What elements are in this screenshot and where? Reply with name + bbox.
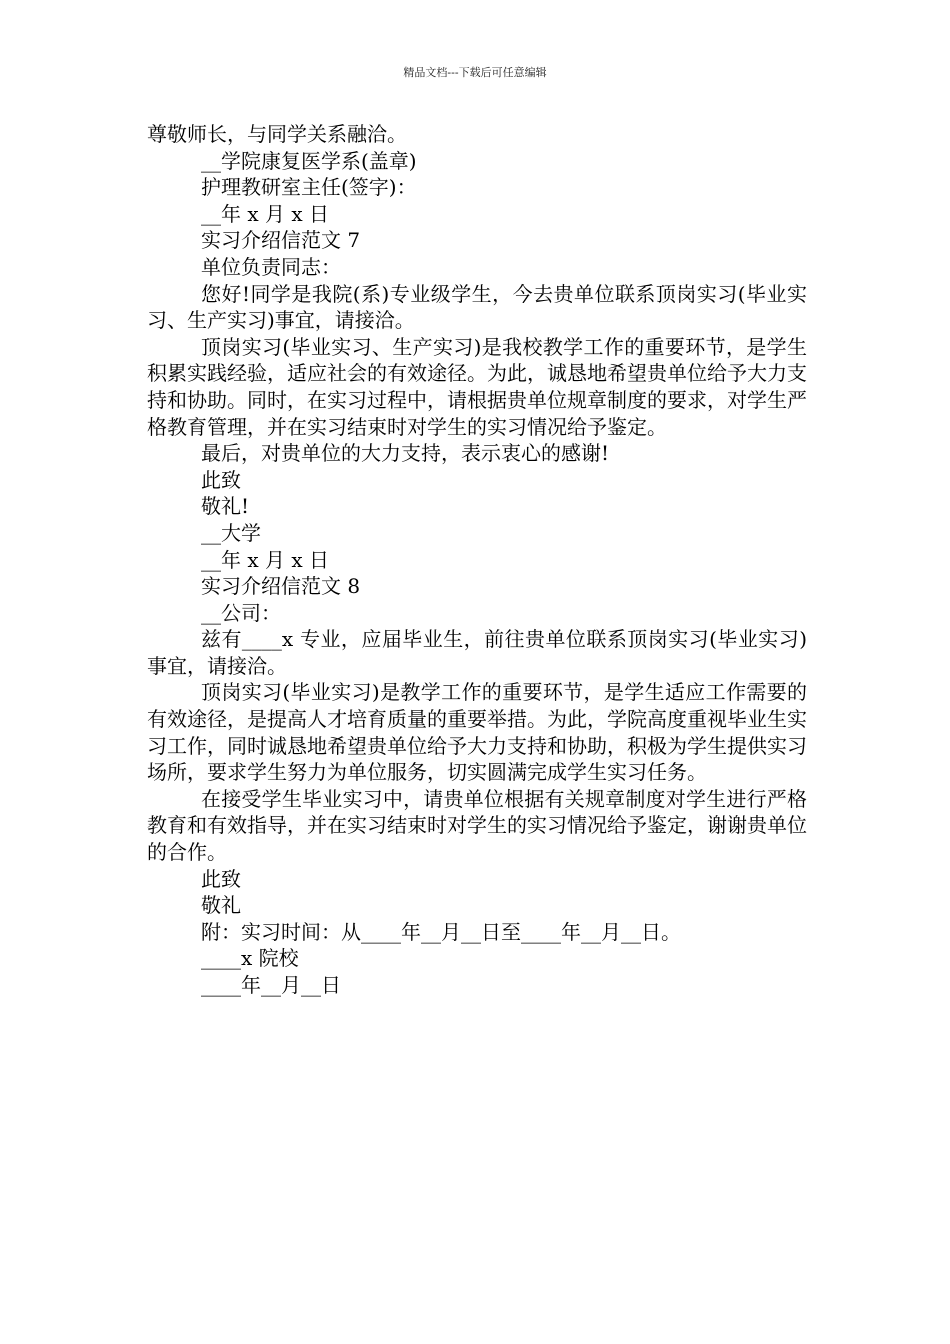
paragraph: 顶岗实习(毕业实习、生产实习)是我校教学工作的重要环节，是学生积累实践经验，适应社会的有效途径。为此，诚恳地希望贵单位给予大力支持和协助。同时，在实习过程中，请根据贵单位规章制度的要求，对学生严格教育管理，并在实习结束时对学生的实习情况给予鉴定。 <box>147 334 807 439</box>
section-title: 实习介绍信范文 7 <box>201 228 361 253</box>
signature-line: __大学 <box>201 520 261 545</box>
date-line: ____年__月__日 <box>201 973 341 997</box>
closing-line: 敬礼 <box>201 893 241 918</box>
closing-line: 敬礼! <box>201 494 250 519</box>
text-line: __学院康复医学系(盖章) <box>201 148 417 173</box>
closing-line: 此致 <box>201 467 241 492</box>
signature-line: ____x 院校 <box>201 946 299 971</box>
paragraph: 兹有____x 专业，应届毕业生，前往贵单位联系顶岗实习(毕业实习)事宜，请接洽。 <box>147 627 807 678</box>
text-line: 尊敬师长，与同学关系融洽。 <box>147 122 407 146</box>
salutation: 单位负责同志： <box>201 254 341 279</box>
paragraph: 您好!同学是我院(系)专业级学生，今去贵单位联系顶岗实习(毕业实习、生产实习)事宜，请接洽。 <box>147 281 807 333</box>
text-line: 最后，对贵单位的大力支持，表示衷心的感谢! <box>201 441 610 466</box>
section-title: 实习介绍信范文 8 <box>201 574 361 599</box>
date-line: __年 x 月 x 日 <box>201 201 329 226</box>
paragraph: 在接受学生毕业实习中，请贵单位根据有关规章制度对学生进行严格教育和有效指导，并在实习结束时对学生的实习情况给予鉴定，谢谢贵单位的合作。 <box>147 786 807 865</box>
paragraph: 顶岗实习(毕业实习)是教学工作的重要环节，是学生适应工作需要的有效途径，是提高人才培育质量的重要举措。为此，学院高度重视毕业生实习工作，同时诚恳地希望贵单位给予大力支持和协助，积极为学生提供实习场所，要求学生努力为单位服务，切实圆满完成学生实习任务。 <box>147 680 807 785</box>
salutation: __公司： <box>201 600 281 625</box>
document-body <box>147 121 807 999</box>
text-line: 附：实习时间：从____年__月__日至____年__月__日。 <box>201 919 681 944</box>
page-header: 精品文档---下载后可任意编辑 <box>403 66 547 79</box>
date-line: __年 x 月 x 日 <box>201 547 329 572</box>
text-line: 护理教研室主任(签字)： <box>201 175 417 200</box>
closing-line: 此致 <box>201 866 241 891</box>
